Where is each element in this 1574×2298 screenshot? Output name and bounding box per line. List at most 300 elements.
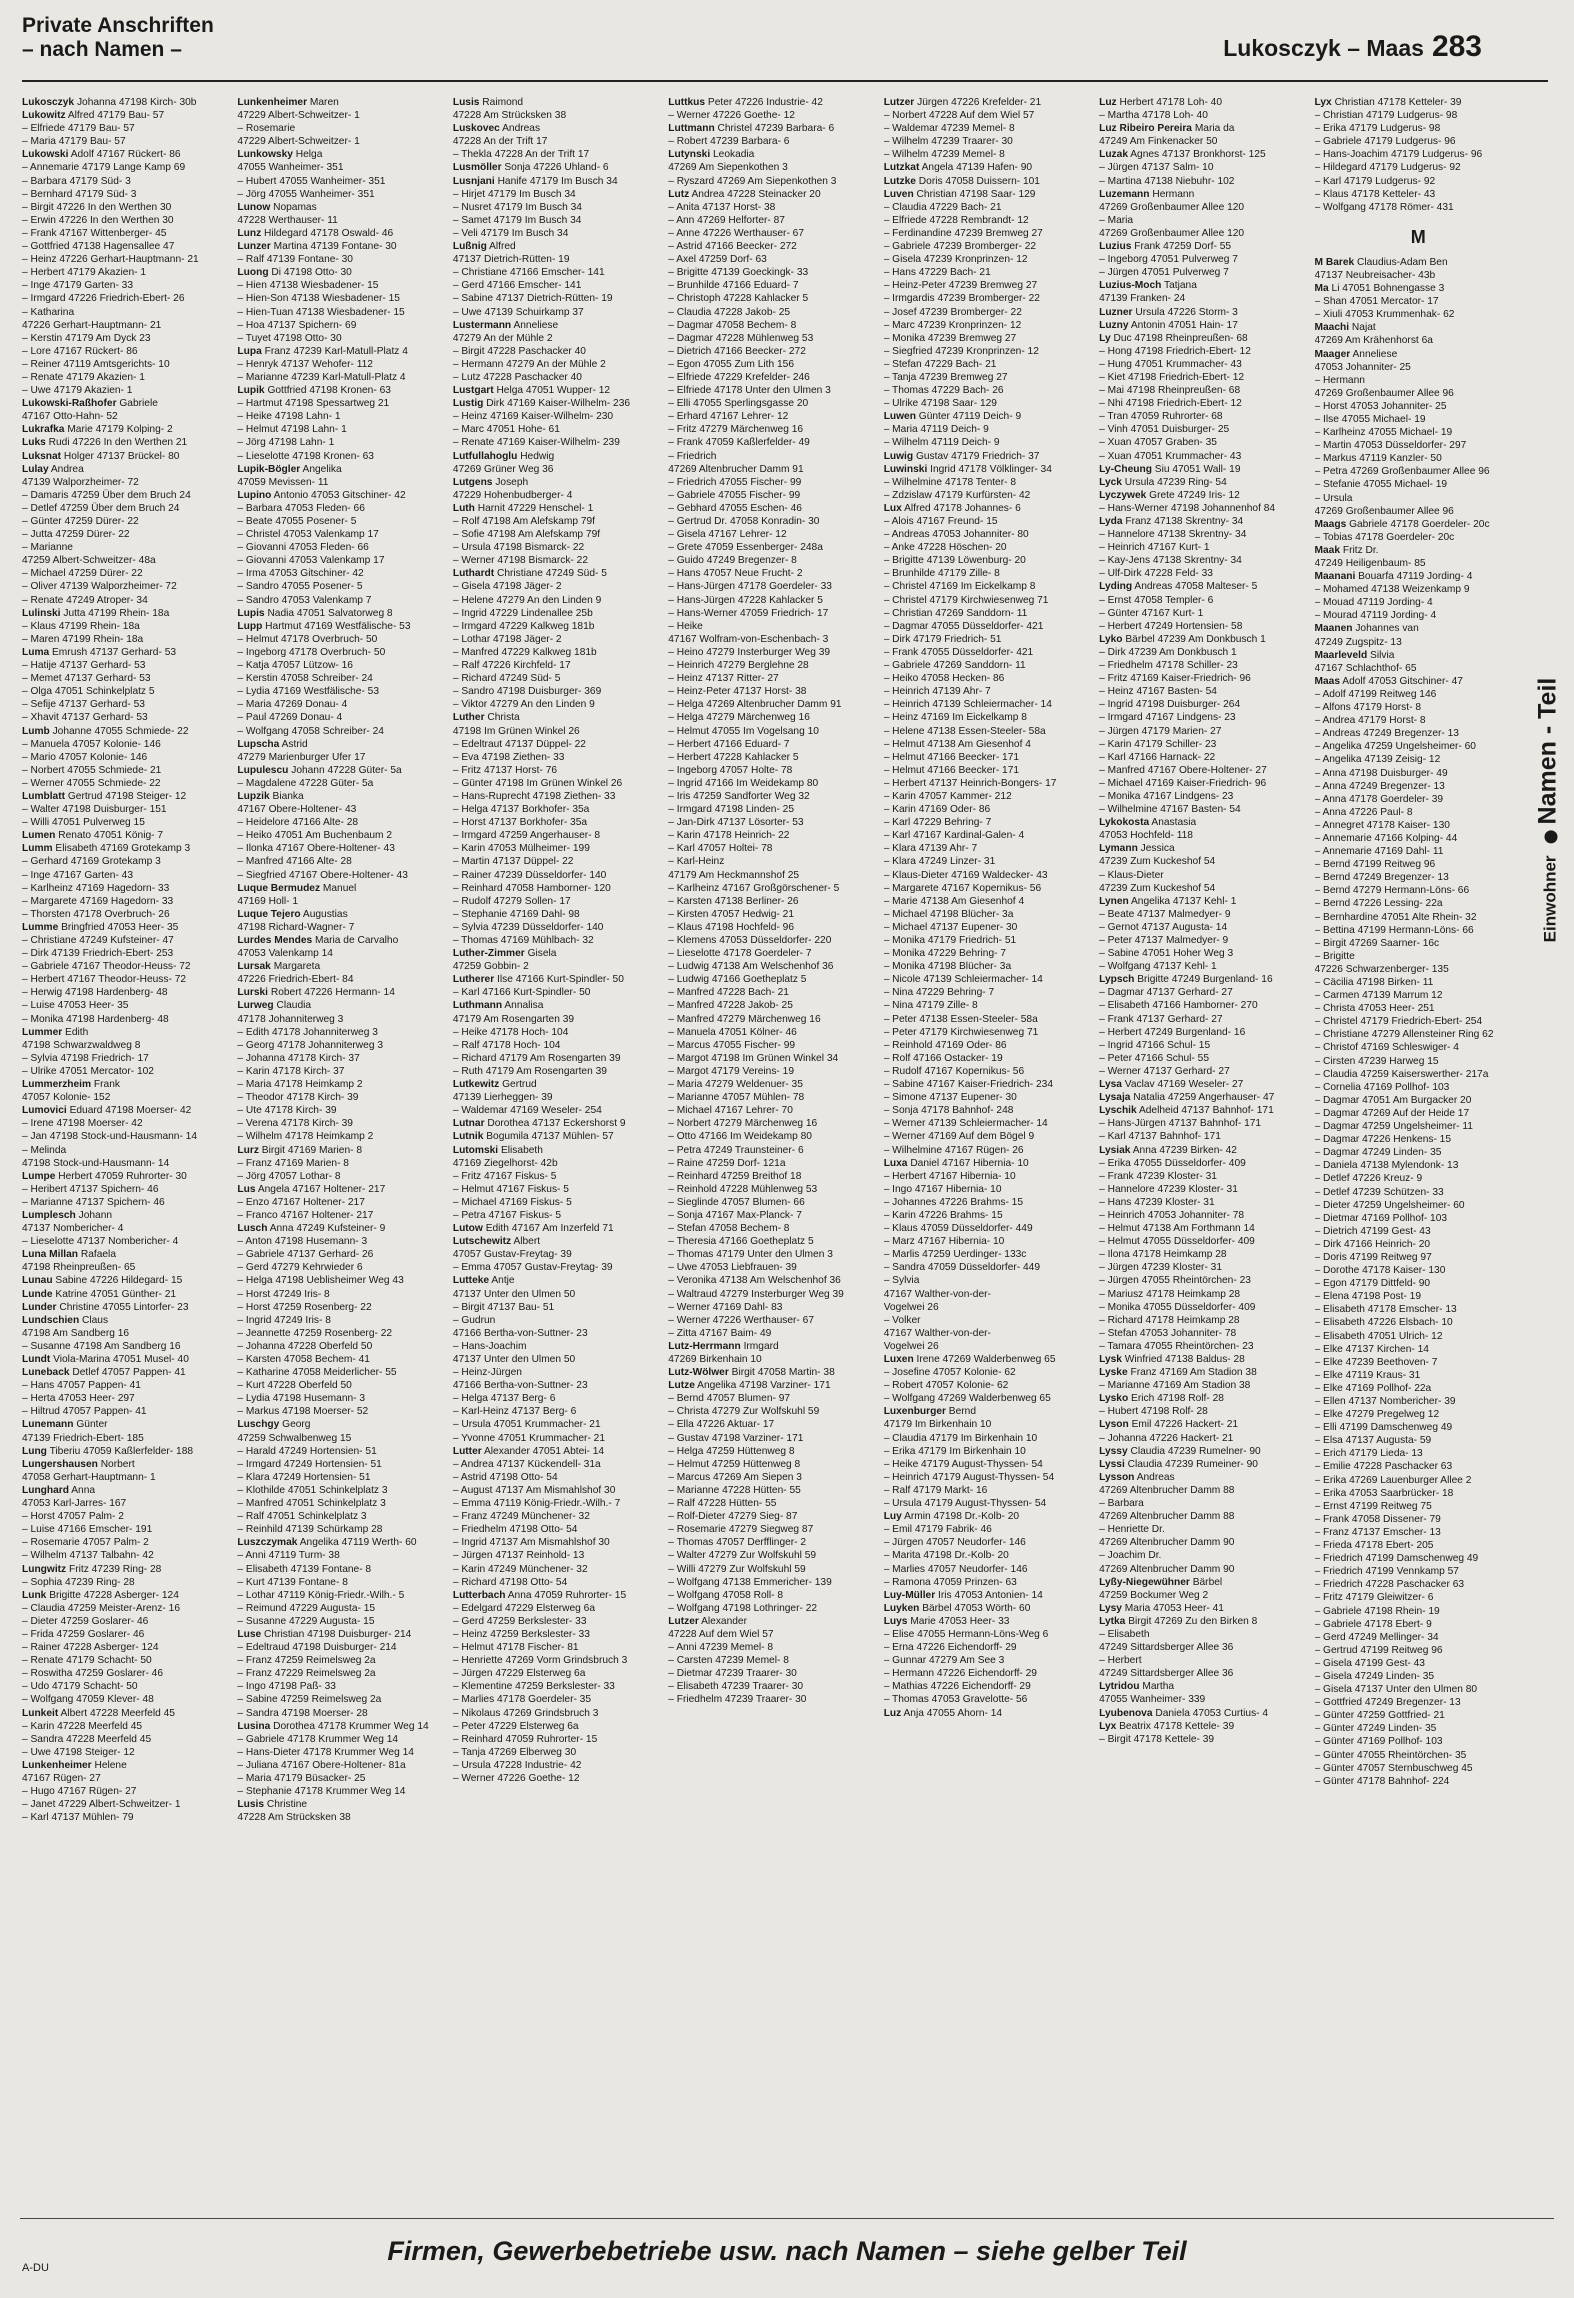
listing-entry [668, 1432, 875, 1445]
listing-entry [884, 1209, 1091, 1222]
entry-details: – Marianne [22, 542, 73, 554]
entry-details: – Anni 47119 Turm- 38 [237, 1550, 340, 1562]
listing-entry [453, 1759, 660, 1772]
entry-details: – Kerstin 47179 Am Dyck 23 [22, 332, 151, 344]
entry-details: – Nusret 47179 Im Busch 34 [452, 201, 582, 213]
entry-details: Birgit 47269 Zu den Birken 8 [1128, 1615, 1258, 1627]
listing-entry [884, 1144, 1091, 1157]
entry-details: – Werner 47226 Goethe- 12 [452, 1773, 580, 1784]
listing-entry [237, 1563, 444, 1576]
entry-surname: Lupscha [237, 738, 280, 750]
entry-details: – Ralf 47051 Schinkelplatz 3 [237, 1511, 367, 1523]
entry-surname: Luz [1099, 97, 1117, 108]
listing-entry [1099, 358, 1306, 371]
listing-entry [237, 1314, 444, 1327]
listing-entry [1315, 1316, 1522, 1329]
entry-details: – Heinrich 47053 Johanniter- 78 [1099, 1209, 1245, 1221]
entry-details: – Günter 47169 Pollhof- 103 [1314, 1736, 1443, 1748]
entry-details: – Lothar 47119 König-Friedr.-Wilh.- 5 [237, 1589, 405, 1601]
listing-entry [884, 1353, 1091, 1366]
entry-details: Irene 47269 Walderbenweg 65 [916, 1354, 1056, 1365]
entry-details: – Dagmar 47058 Bechem- 8 [668, 319, 797, 331]
entry-details: Elisabeth 47169 Grotekamp 3 [55, 843, 191, 855]
entry-details: – Werner 47226 Goethe- 12 [668, 110, 795, 122]
listing-entry [453, 1667, 660, 1680]
entry-details: – Elfriede 47228 Rembrandt- 12 [883, 214, 1029, 226]
listing-entry [884, 253, 1091, 266]
entry-details: – Annemarie 47179 Lange Kamp 69 [22, 162, 186, 174]
entry-details: – Ingo 47167 Hibernia- 10 [883, 1183, 1002, 1195]
entry-surname: Lurweg [237, 1000, 274, 1012]
entry-details: – Erich 47179 Lieda- 13 [1314, 1448, 1423, 1460]
entry-details: Claudia [276, 1000, 312, 1012]
entry-details: – Thorsten 47178 Overbruch- 26 [22, 908, 170, 920]
entry-details: 47198 Am Sandberg 16 [22, 1327, 130, 1339]
entry-details: 47259 Bockumer Weg 2 [1099, 1589, 1209, 1601]
entry-details: – Rolf-Dieter 47279 Sieg- 87 [668, 1511, 798, 1523]
listing-entry [1099, 1157, 1306, 1170]
listing-entry [884, 869, 1091, 882]
entry-details: – Mouad 47119 Jording- 4 [1314, 597, 1433, 609]
listing-entry [22, 803, 229, 816]
listing-entry [884, 332, 1091, 345]
entry-surname: Lungwitz [22, 1563, 67, 1575]
entry-details: – Erna 47226 Eichendorff- 29 [883, 1642, 1017, 1654]
listing-entry [237, 1432, 444, 1445]
entry-details: 47166 Bertha-von-Suttner- 23 [452, 1327, 588, 1339]
entry-details: 47269 Altenbrucher Damm 90 [1099, 1563, 1235, 1575]
entry-details: Franz 47138 Skrentny- 34 [1125, 516, 1244, 527]
entry-details: Winfried 47138 Baldus- 28 [1124, 1354, 1245, 1365]
listing-entry [884, 1104, 1091, 1117]
listing-entry [668, 633, 875, 646]
listing-entry [22, 1602, 229, 1615]
listing-entry [1315, 1094, 1522, 1107]
entry-details: – Horst 47259 Rosenberg- 22 [237, 1301, 372, 1313]
entry-surname: Lumb [22, 725, 50, 737]
entry-details: – Helmut 47259 Hüttenweg 8 [668, 1458, 801, 1470]
entry-surname: Luksnat [22, 450, 62, 462]
page-header-right [1223, 30, 1482, 64]
entry-details: – Uwe 47179 Akazien- 1 [22, 385, 133, 397]
listing-entry [884, 986, 1091, 999]
listing-entry [237, 947, 444, 960]
listing-entry [1099, 1680, 1306, 1693]
listing-entry [22, 515, 229, 528]
entry-details: – Ingrid 47249 Iris- 8 [237, 1314, 331, 1326]
entry-details: – Theresia 47166 Goetheplatz 5 [668, 1236, 814, 1248]
entry-details: – Karl 47229 Behring- 7 [883, 817, 992, 829]
entry-details: – Xhavit 47137 Gerhard- 53 [22, 712, 148, 724]
entry-details: Raimond [482, 97, 524, 108]
listing-entry [1315, 1749, 1522, 1762]
listing-entry [1315, 465, 1522, 478]
entry-details: Vogelwei 26 [883, 1340, 939, 1352]
listing-entry [453, 253, 660, 266]
entry-details: – Dagmar 47228 Mühlenweg 53 [668, 332, 814, 344]
entry-details: Angelika [302, 463, 342, 475]
entry-details: – Herbert 47249 Burgenland- 16 [1099, 1026, 1246, 1038]
entry-details: – Michael 47167 Lehrer- 70 [668, 1105, 793, 1117]
entry-details: – Erika 47269 Lauenburger Allee 2 [1314, 1474, 1472, 1486]
entry-details: – Marc 47051 Hohe- 61 [452, 424, 560, 436]
listing-entry [668, 1510, 875, 1523]
entry-details: – Ludwig 47138 Am Welschenhof 36 [668, 961, 834, 973]
listing-entry [453, 1209, 660, 1222]
entry-surname: Lukowski [22, 149, 69, 161]
entry-details: – Annemarie 47166 Kolping- 44 [1314, 832, 1458, 844]
entry-details: – Jan-Dirk 47137 Lösorter- 53 [668, 817, 804, 829]
entry-details: Beatrix 47178 Kettele- 39 [1119, 1720, 1235, 1732]
entry-details: Franz 47239 Karl-Matull-Platz 4 [264, 345, 408, 357]
listing-entry [1099, 1418, 1306, 1431]
entry-details: – Sabine 47167 Kaiser-Friedrich- 234 [883, 1079, 1054, 1091]
listing-entry [668, 436, 875, 449]
listing-entry [22, 306, 229, 319]
listing-entry [668, 1144, 875, 1157]
listing-entry [453, 659, 660, 672]
entry-surname: Lutschewitz [452, 1236, 512, 1248]
listing-entry [884, 1563, 1091, 1576]
entry-details: – Friedrich 47228 Paschacker 63 [1314, 1579, 1465, 1591]
entry-details: – Gabriele 47269 Sanddorn- 11 [883, 660, 1026, 672]
entry-details: – Heinrich 47139 Schleiermacher- 14 [883, 699, 1052, 711]
entry-surname: Luy [883, 1511, 902, 1523]
entry-details: 47226 Schwarzenberger- 135 [1314, 963, 1449, 975]
entry-details: – Sefije 47137 Gerhard- 53 [22, 699, 145, 711]
listing-entry [668, 1497, 875, 1510]
listing-entry [668, 960, 875, 973]
listing-entry [668, 135, 875, 148]
listing-entry [453, 829, 660, 842]
listing-entry [237, 685, 444, 698]
entry-details: Peter 47226 Industrie- 42 [707, 97, 823, 108]
listing-entry [237, 842, 444, 855]
listing-entry [1315, 1186, 1522, 1199]
entry-surname: Lutomski [452, 1144, 499, 1156]
listing-entry [237, 319, 444, 332]
entry-details: – Elisabeth [1099, 1628, 1150, 1640]
entry-details: Nopamas [273, 201, 317, 213]
entry-details: – Elisabeth 47178 Emscher- 13 [1314, 1304, 1457, 1316]
listing-entry [237, 1078, 444, 1091]
listing-entry [453, 620, 660, 633]
listing-entry [237, 489, 444, 502]
listing-entry [1315, 950, 1522, 963]
listing-entry [884, 1667, 1091, 1680]
listing-entry [453, 1301, 660, 1314]
listing-entry [22, 829, 229, 842]
entry-details: – Karl-Heinz [668, 856, 725, 868]
entry-details: – Klemens 47053 Düsseldorfer- 220 [668, 935, 832, 946]
listing-entry [1315, 544, 1522, 557]
listing-entry [1315, 767, 1522, 780]
entry-surname: Luzny [1099, 319, 1129, 331]
entry-details: – Maria 47119 Deich- 9 [883, 424, 989, 436]
entry-details: – Gisela 47167 Lehrer- 12 [668, 529, 787, 541]
listing-entry [237, 148, 444, 161]
entry-details: – Günter 47198 Im Grünen Winkel 26 [452, 777, 623, 789]
listing-entry [668, 371, 875, 384]
entry-details: – Marc 47239 Kronprinzen- 12 [883, 319, 1022, 331]
listing-entry [884, 567, 1091, 580]
entry-details: – Henriette 47269 Vorm Grindsbruch 3 [452, 1655, 628, 1667]
entry-details: – Christel 47179 Friedrich-Ebert- 254 [1314, 1016, 1483, 1028]
entry-details: – Dieter 47259 Goslarer- 46 [22, 1615, 149, 1627]
entry-details: Armin 47198 Dr.-Kolb- 20 [904, 1511, 1020, 1523]
entry-details: – Brigitte 47139 Goeckingk- 33 [668, 267, 809, 279]
entry-details: – Helmut 47178 Overbruch- 50 [237, 633, 378, 645]
entry-details: Emil 47226 Hackert- 21 [1131, 1419, 1239, 1431]
entry-details: 47229 Hohenbudberger- 4 [452, 489, 573, 501]
entry-details: Franz 47169 Am Stadion 38 [1130, 1367, 1257, 1379]
listing-entry [1099, 1026, 1306, 1039]
listing-entry [453, 764, 660, 777]
entry-details: – Helga 47259 Hüttenweg 8 [668, 1445, 795, 1457]
entry-details: – August 47137 Am Mismahlshof 30 [452, 1484, 616, 1496]
listing-entry [453, 1589, 660, 1602]
header-rule [22, 80, 1548, 82]
listing-entry [1315, 1618, 1522, 1631]
listing-entry [237, 1170, 444, 1183]
entry-details: – Gerd 47279 Kehrwieder 6 [237, 1262, 363, 1274]
listing-entry [884, 607, 1091, 620]
listing-entry [884, 423, 1091, 436]
entry-details: – Manfred 47229 Kalkweg 181b [452, 646, 597, 658]
entry-details: – Klara 47139 Ahr- 7 [883, 843, 978, 855]
entry-details: – Axel 47259 Dorf- 63 [668, 254, 767, 266]
listing-entry [453, 371, 660, 384]
listing-entry [668, 855, 875, 868]
entry-details: Helga [295, 149, 323, 161]
listing-entry [1315, 1146, 1522, 1159]
entry-details: – Franz 47169 Marien- 8 [237, 1157, 349, 1169]
listing-entry [22, 1183, 229, 1196]
listing-entry [237, 659, 444, 672]
entry-details: – Jürgen 47239 Kloster- 31 [1099, 1262, 1223, 1274]
entry-details: – Werner 47198 Bismarck- 22 [452, 555, 588, 567]
entry-details: – Hermann [1314, 374, 1365, 386]
listing-entry [1099, 672, 1306, 685]
entry-details: – Fritz 47179 Gleiwitzer- 6 [1314, 1592, 1434, 1604]
entry-details: – Günter 47259 Gottfried- 21 [1314, 1710, 1445, 1722]
listing-entry [1315, 269, 1522, 282]
entry-details: – Günter 47167 Kurt- 1 [1099, 607, 1204, 619]
entry-surname: Lutnik [452, 1131, 484, 1143]
entry-details: – Heinz 47169 Kaiser-Wilhelm- 230 [452, 411, 614, 423]
entry-details: – Sandra 47059 Düsseldorfer- 449 [883, 1262, 1040, 1274]
listing-entry [453, 1471, 660, 1484]
entry-details: – Dorothe 47178 Kaiser- 130 [1314, 1265, 1446, 1277]
listing-entry [1315, 1447, 1522, 1460]
entry-details: – Klaus 47199 Rhein- 18a [22, 620, 140, 632]
entry-details: – Jürgen 47137 Reinhold- 13 [452, 1550, 585, 1562]
entry-details: – Friedhelm 47198 Otto- 54 [452, 1524, 578, 1536]
entry-details: – Renate 47249 Atroper- 34 [22, 594, 148, 606]
listing-entry [1099, 201, 1306, 214]
listing-entry [884, 738, 1091, 751]
entry-details: 47178 Johanniterweg 3 [237, 1013, 344, 1025]
entry-details: – Karl 47166 Kurt-Spindler- 50 [452, 987, 591, 999]
listing-entry [884, 921, 1091, 934]
entry-details: – Otto 47166 Im Weidekamp 80 [668, 1131, 812, 1143]
listing-entry [1099, 973, 1306, 986]
entry-details: – Annemarie 47169 Dahl- 11 [1314, 846, 1444, 858]
entry-surname: Maager [1314, 348, 1351, 360]
listing-entry [453, 594, 660, 607]
entry-surname: Luse [237, 1628, 262, 1640]
entry-details: – Markus 47119 Kanzler- 50 [1314, 453, 1442, 465]
entry-details: – Irmgard 47167 Lindgens- 23 [1099, 712, 1236, 724]
entry-details: – Dagmar 47055 Düsseldorfer- 421 [883, 620, 1044, 632]
entry-details: – Dietmar 47169 Pollhof- 103 [1314, 1212, 1448, 1224]
entry-details: Gertrud 47198 Steiger- 12 [67, 790, 187, 802]
listing-entry [1315, 793, 1522, 806]
listing-entry [1099, 1458, 1306, 1471]
listing-entry [453, 528, 660, 541]
entry-surname: Lursak [237, 961, 271, 973]
listing-entry [1315, 1120, 1522, 1133]
entry-details: – Helmut 47167 Fiskus- 5 [452, 1183, 569, 1195]
listing-entry [1099, 1693, 1306, 1706]
entry-details: Irmgard [743, 1340, 779, 1352]
listing-entry [453, 1563, 660, 1576]
entry-details: – Edeltraut 47137 Düppel- 22 [452, 738, 586, 750]
listing-entry [1315, 1709, 1522, 1722]
entry-surname: Lumplesch [22, 1209, 76, 1221]
entry-details: – Karl 47167 Kardinal-Galen- 4 [883, 830, 1025, 842]
entry-details: – Ingeborg 47057 Holte- 78 [668, 764, 793, 776]
listing-entry [1315, 701, 1522, 714]
entry-details: Vaclav 47169 Weseler- 27 [1124, 1079, 1244, 1091]
entry-details: – Ralf 47226 Kirchfeld- 17 [452, 660, 571, 672]
entry-surname: Lummerzheim [22, 1079, 92, 1091]
listing-entry [668, 607, 875, 620]
listing-entry [237, 1235, 444, 1248]
listing-entry [1099, 711, 1306, 724]
listing-entry [884, 672, 1091, 685]
entry-details: – Frida 47259 Goslarer- 46 [22, 1628, 145, 1640]
entry-details: – Andreas 47249 Bregenzer- 13 [1314, 728, 1459, 740]
entry-details: – Inge 47179 Garten- 33 [22, 280, 134, 292]
listing-entry [668, 463, 875, 476]
entry-details: – Lore 47167 Rückert- 86 [22, 345, 138, 357]
listing-entry [1099, 620, 1306, 633]
entry-details: – Hartmut 47198 Spessartweg 21 [237, 398, 390, 410]
entry-details: – Rolf 47166 Ostacker- 19 [883, 1052, 1003, 1064]
listing-entry [668, 541, 875, 554]
entry-details: – Reimund 47229 Augusta- 15 [237, 1602, 376, 1614]
listing-entry [668, 1563, 875, 1576]
entry-details: – Ernst 47058 Templer- 6 [1099, 594, 1214, 606]
listing-entry [1099, 1274, 1306, 1287]
entry-details: – Elise 47055 Hermann-Löns-Weg 6 [883, 1628, 1049, 1640]
entry-details: – Wilhelm 47137 Talbahn- 42 [22, 1550, 154, 1562]
entry-details: Andreas 47058 Malteser- 5 [1134, 581, 1258, 593]
entry-details: – Thomas 47229 Bach- 26 [883, 385, 1004, 397]
entry-details: – Hien-Tuan 47138 Wiesbadener- 15 [237, 306, 405, 318]
listing-entry [22, 633, 229, 646]
listing-entry [668, 397, 875, 410]
entry-details: – Wolfgang 47058 Roll- 8 [668, 1589, 784, 1601]
entry-details: – Heinz-Peter 47137 Horst- 38 [668, 686, 807, 698]
listing-entry [884, 1654, 1091, 1667]
listing-entry [1099, 161, 1306, 174]
listing-entry [668, 1091, 875, 1104]
listing-entry [453, 109, 660, 122]
listing-entry [1099, 908, 1306, 921]
entry-details: – Jürgen 47051 Pulverweg 7 [1099, 267, 1229, 279]
entry-details: – Hubert 47055 Wanheimer- 351 [237, 175, 386, 187]
entry-details: – Helga 47137 Borkhofer- 35a [452, 804, 590, 816]
listing-entry [22, 240, 229, 253]
entry-details: – Karin 47226 Brahms- 15 [883, 1209, 1003, 1221]
listing-entry [22, 1667, 229, 1680]
listing-entry [884, 1523, 1091, 1536]
listing-entry [237, 882, 444, 895]
listing-entry [1099, 1733, 1306, 1746]
listing-entry [22, 1628, 229, 1641]
listing-entry [1315, 1330, 1522, 1343]
listing-entry [22, 1484, 229, 1497]
entry-details: – Michael 47198 Blücher- 3a [883, 908, 1014, 920]
entry-details: – Irmgardis 47239 Bromberger- 22 [883, 293, 1040, 305]
entry-details: – Jeannette 47259 Rosenberg- 22 [237, 1327, 393, 1339]
entry-details: 47167 Schlachthof- 65 [1314, 662, 1417, 674]
entry-details: Herbert 47059 Ruhrorter- 30 [58, 1170, 187, 1182]
listing-entry [1315, 1644, 1522, 1657]
entry-details: – Hans-Jürgen 47228 Kahlacker 5 [668, 594, 823, 606]
entry-details: Christian 47178 Ketteler- 39 [1334, 97, 1462, 108]
entry-details: Günter 47119 Deich- 9 [918, 411, 1022, 423]
entry-details: – Wilhelmine 47178 Tenter- 8 [883, 476, 1017, 488]
listing-entry [1315, 188, 1522, 201]
entry-details: Nadia 47051 Salvatorweg 8 [267, 607, 393, 619]
entry-details: – Gustav 47198 Varziner- 171 [668, 1432, 804, 1444]
entry-details: – Rudolf 47167 Kopernikus- 56 [883, 1065, 1025, 1077]
entry-details: – Friedrich 47199 Vennkamp 57 [1314, 1566, 1459, 1578]
listing-entry [237, 1039, 444, 1052]
entry-details: Martina 47139 Fontane- 30 [273, 241, 397, 253]
entry-surname: Lupa [237, 345, 262, 357]
listing-entry [453, 1157, 660, 1170]
entry-surname: Lumme [22, 921, 59, 933]
listing-entry [1099, 528, 1306, 541]
entry-details: 47228 Werthauser- 11 [237, 214, 338, 226]
listing-entry [668, 1222, 875, 1235]
listing-entry [1099, 1628, 1306, 1641]
listing-entry [237, 973, 444, 986]
listing-entry [668, 1641, 875, 1654]
entry-details: Alfred 47179 Bau- 57 [67, 110, 165, 122]
listing-entry [1099, 450, 1306, 463]
listing-entry [237, 175, 444, 188]
listing-entry [1099, 175, 1306, 188]
entry-details: – Reinhard 47059 Ruhrorter- 15 [452, 1733, 598, 1745]
entry-details: Hedwig [520, 450, 555, 462]
entry-details: – Peter 47229 Elsterweg 6a [452, 1720, 579, 1732]
entry-details: 47198 Schwarzwaldweg 8 [22, 1039, 141, 1051]
listing-entry [22, 1693, 229, 1706]
entry-details: – Beate 47137 Malmedyer- 9 [1099, 908, 1231, 920]
listing-entry [22, 1720, 229, 1733]
entry-surname: Maarleveld [1314, 649, 1368, 661]
listing-entry [1315, 1172, 1522, 1185]
listing-entry [237, 1353, 444, 1366]
entry-details: – Christiane 47166 Emscher- 141 [452, 267, 605, 279]
entry-details: – Peter 47166 Schul- 55 [1099, 1052, 1209, 1064]
entry-details: – Hans-Joachim [452, 1340, 527, 1352]
